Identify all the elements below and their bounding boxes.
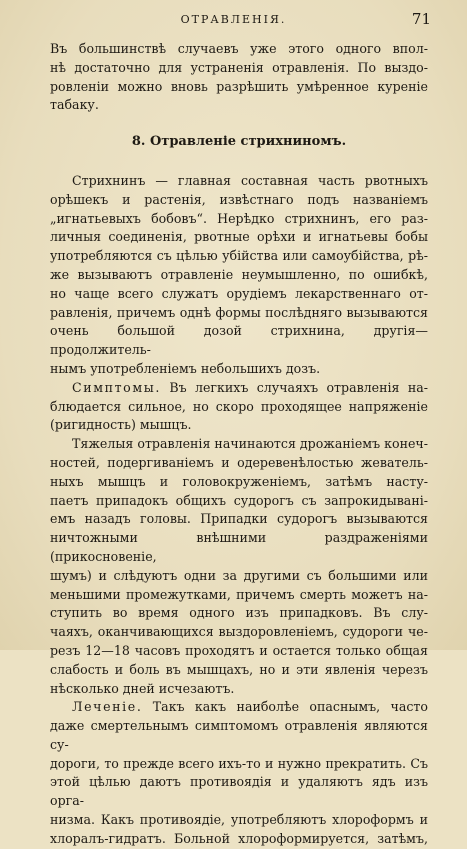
text-line: емъ назадъ головы. Припадки судорогъ вызываются — [50, 511, 428, 527]
text-line: блюдается сильное, но скоро проходящее напряженіе — [50, 398, 428, 414]
text-line: низма. Какъ противоядіе, употребляютъ хлороформъ и — [50, 812, 428, 828]
text-line: нымъ употребленіемъ небольшихъ дозъ. — [50, 360, 321, 376]
text-fragment: Такъ какъ наиболѣе опаснымъ, часто — [142, 699, 428, 715]
text-line: Стрихнинъ — главная составная часть рвотныхъ — [72, 172, 428, 188]
section-heading: 8. Отравленіе стрихниномъ. — [131, 134, 347, 150]
text-fragment: Въ легкихъ случаяхъ отравленія на- — [161, 379, 428, 395]
text-line: этой цѣлью даютъ противоядія и удаляютъ ядъ изъ орга- — [50, 774, 428, 809]
text-line — [50, 698, 428, 717]
text-line: ничтожными внѣшними раздраженіями (прикосновеніе, — [50, 530, 428, 564]
running-title: ОТРАВЛЕНІЯ. — [180, 13, 287, 26]
body-text — [50, 40, 428, 849]
text-line: Тяжелыя отравленія начинаются дрожаніемъ конеч- — [72, 436, 428, 452]
text-line: (ригидность) мышцъ. — [50, 417, 192, 433]
text-line: дороги, то прежде всего ихъ-то и нужно прекратить. Съ — [50, 755, 428, 771]
text-line: „игнатьевыхъ бобовъ“. Нерѣдко стрихнинъ, его раз- — [50, 210, 428, 226]
text-line: нѣ достаточно для устраненія отравленія. По выздо- — [50, 59, 428, 75]
text-line: нѣсколько дней исчезаютъ. — [50, 680, 235, 696]
text-line: хлоралъ-гидратъ. Больной хлороформируется, затѣмъ, — [50, 830, 428, 846]
text-line: же вызываютъ отравленіе неумышленно, по ошибкѣ, — [50, 266, 428, 282]
text-line: слабость и боль въ мышцахъ, но и эти явленія черезъ — [50, 661, 428, 677]
text-line: но чаще всего служатъ орудіемъ лекарственнаго от- — [50, 285, 428, 301]
text-line: меньшими промежутками, причемъ смерть можетъ на- — [50, 586, 428, 602]
text-line: резъ 12—18 часовъ проходятъ и остается только общая — [50, 642, 428, 658]
text-line: очень большой дозой стрихнина, другія—продолжитель- — [50, 323, 428, 358]
symptoms-lead: Симптомы. — [72, 379, 161, 395]
text-line: ностей, подергиваніемъ и одеревенѣлостью жеватель- — [50, 454, 428, 470]
text-line: ровленіи можно вновь разрѣшить умѣренное куреніе — [50, 78, 428, 94]
text-line: табаку. — [50, 97, 99, 113]
text-line: даже смертельнымъ симптомомъ отравленія являются су- — [50, 718, 428, 752]
text-line: чаяхъ, оканчивающихся выздоровленіемъ, судороги че- — [50, 624, 428, 640]
text-line: употребляются съ цѣлью убійства или самоубійства, рѣ- — [50, 248, 428, 264]
text-line: личныя соединенія, рвотные орѣхи и игнатьевы бобы — [50, 229, 428, 245]
text-line: равленія, причемъ однѣ формы послѣдняго вызываются — [50, 304, 428, 320]
text-line: Въ большинствѣ случаевъ уже этого одного впол- — [50, 41, 428, 56]
page-number: 71 — [411, 10, 431, 28]
text-line: орѣшекъ и растенія, извѣстнаго подъ названіемъ — [50, 191, 428, 207]
text-line — [50, 379, 428, 398]
text-line: ныхъ мышцъ и головокруженіемъ, затѣмъ насту- — [50, 473, 428, 489]
page-header — [0, 10, 467, 30]
text-line: шумъ) и слѣдуютъ одни за другими съ большими или — [50, 567, 428, 583]
treatment-lead: Леченіе. — [72, 699, 143, 715]
text-line: ступить во время одного изъ припадковъ. Въ слу- — [50, 605, 428, 621]
text-line: паетъ припадокъ общихъ судорогъ съ запрокидывані- — [50, 492, 428, 508]
